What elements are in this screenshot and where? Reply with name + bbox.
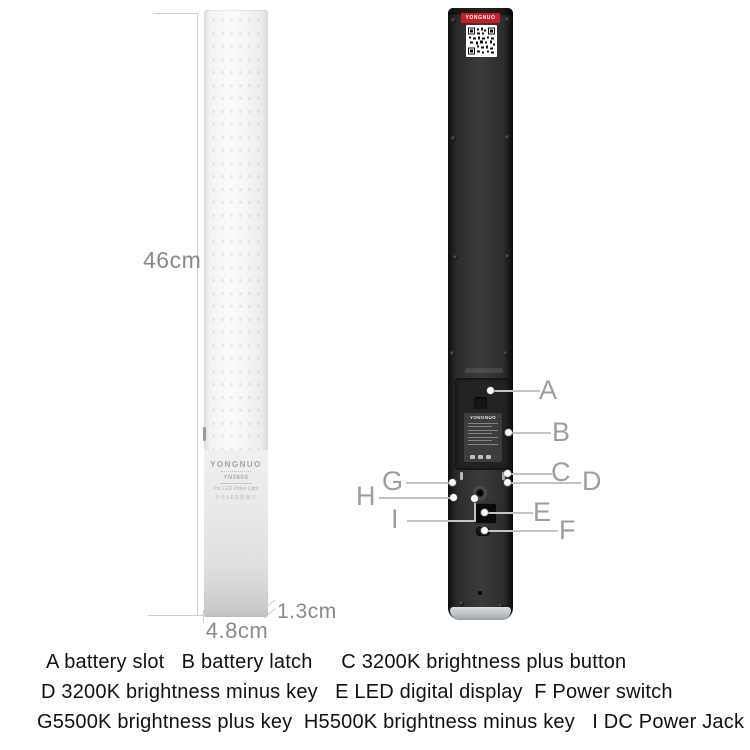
callout-letter-g: G xyxy=(382,466,404,496)
callout-line-c xyxy=(511,473,552,475)
callout-dot-f-power-switch xyxy=(481,527,488,534)
screw xyxy=(453,255,458,260)
screw xyxy=(505,135,510,140)
callout-line-h xyxy=(379,497,451,499)
brand-subtext-decoration xyxy=(221,471,251,472)
spec-label xyxy=(464,413,502,462)
callout-line-i-horizontal xyxy=(407,520,476,522)
screw xyxy=(505,17,510,22)
bottom-base-cap xyxy=(450,607,511,620)
screw xyxy=(459,601,464,606)
front-branding xyxy=(204,460,268,501)
callout-letter-f: F xyxy=(559,515,576,545)
ce-mark-icon xyxy=(470,455,475,459)
brand-badge: YONGNUO xyxy=(461,13,500,23)
height-dimension-label: 46cm xyxy=(143,247,202,273)
spec-label-text-line xyxy=(468,433,492,434)
callout-letter-h: H xyxy=(356,481,376,511)
callout-line-f xyxy=(488,530,558,532)
callout-dot-e-led-display xyxy=(481,509,488,516)
spec-label-text-line xyxy=(468,423,498,424)
battery-latch-notch xyxy=(474,397,487,409)
callout-dot-g-5500k-plus xyxy=(449,479,456,486)
callout-dot-i-dc-jack xyxy=(471,495,478,502)
callout-letter-i: I xyxy=(391,504,399,534)
callout-letter-c: C xyxy=(551,457,571,487)
callout-letter-d: D xyxy=(582,466,602,496)
callout-dot-h-5500k-minus xyxy=(450,494,457,501)
callout-line-g xyxy=(406,482,450,484)
callout-line-a xyxy=(494,390,540,392)
callout-dot-a-battery-slot xyxy=(487,387,494,394)
callout-dot-b-battery-latch xyxy=(505,429,512,436)
callout-letter-b: B xyxy=(552,417,571,447)
spec-label-text-line xyxy=(468,440,492,441)
callout-line-e xyxy=(488,512,533,514)
callout-letter-e: E xyxy=(533,497,552,527)
engraved-serial-text xyxy=(465,368,503,373)
height-dimension-top-cap xyxy=(153,13,198,14)
callout-line-i-vertical xyxy=(474,503,476,522)
spec-label-text-line xyxy=(468,426,492,427)
legend-line-3: G5500K brightness plus key H5500K brightness minus key I DC Power Jack xyxy=(37,711,745,733)
callout-letter-a: A xyxy=(539,375,558,405)
screw xyxy=(503,351,508,356)
product-tagline-en: Pro LED Video Light xyxy=(213,486,259,492)
spec-label-text-line xyxy=(468,444,498,445)
height-dimension-bottom-cap xyxy=(148,615,205,616)
screw xyxy=(451,136,456,141)
callout-dot-c-3200k-plus xyxy=(504,470,511,477)
legend-line-2: D 3200K brightness minus key E LED digital display F Power switch xyxy=(41,681,673,703)
spec-label-text-line xyxy=(468,437,498,438)
callout-line-b xyxy=(512,432,551,434)
brand-divider xyxy=(220,483,252,484)
light-stick-front-view xyxy=(204,10,268,617)
qr-code-pattern xyxy=(467,26,496,56)
depth-dimension-label: 1.3cm xyxy=(277,600,337,623)
spec-label-text-line xyxy=(468,430,498,431)
side-button xyxy=(203,427,206,441)
height-dimension-line xyxy=(197,13,198,616)
callout-dot-d-3200k-minus xyxy=(504,479,511,486)
screw xyxy=(505,254,510,259)
lanyard-hole xyxy=(478,591,482,595)
screw xyxy=(451,18,456,23)
screw xyxy=(450,351,455,356)
product-tagline-cn: 专业LED摄像灯 xyxy=(214,495,258,501)
led-diffuser-panel xyxy=(209,14,263,452)
rohs-mark-icon xyxy=(486,455,491,459)
legend-line-1: A battery slot B battery latch C 3200K brightness plus button xyxy=(46,651,627,673)
certification-marks xyxy=(470,455,491,459)
brand-name: YONGNUO xyxy=(210,460,262,469)
qr-code xyxy=(466,25,497,57)
spec-label-title: YONGNUO xyxy=(469,415,497,420)
battery-latch-tab-left xyxy=(460,472,463,480)
model-number: YN360S xyxy=(223,475,249,481)
width-dimension-label: 4.8cm xyxy=(205,618,269,643)
callout-line-d xyxy=(511,482,581,484)
fcc-mark-icon xyxy=(478,455,483,459)
